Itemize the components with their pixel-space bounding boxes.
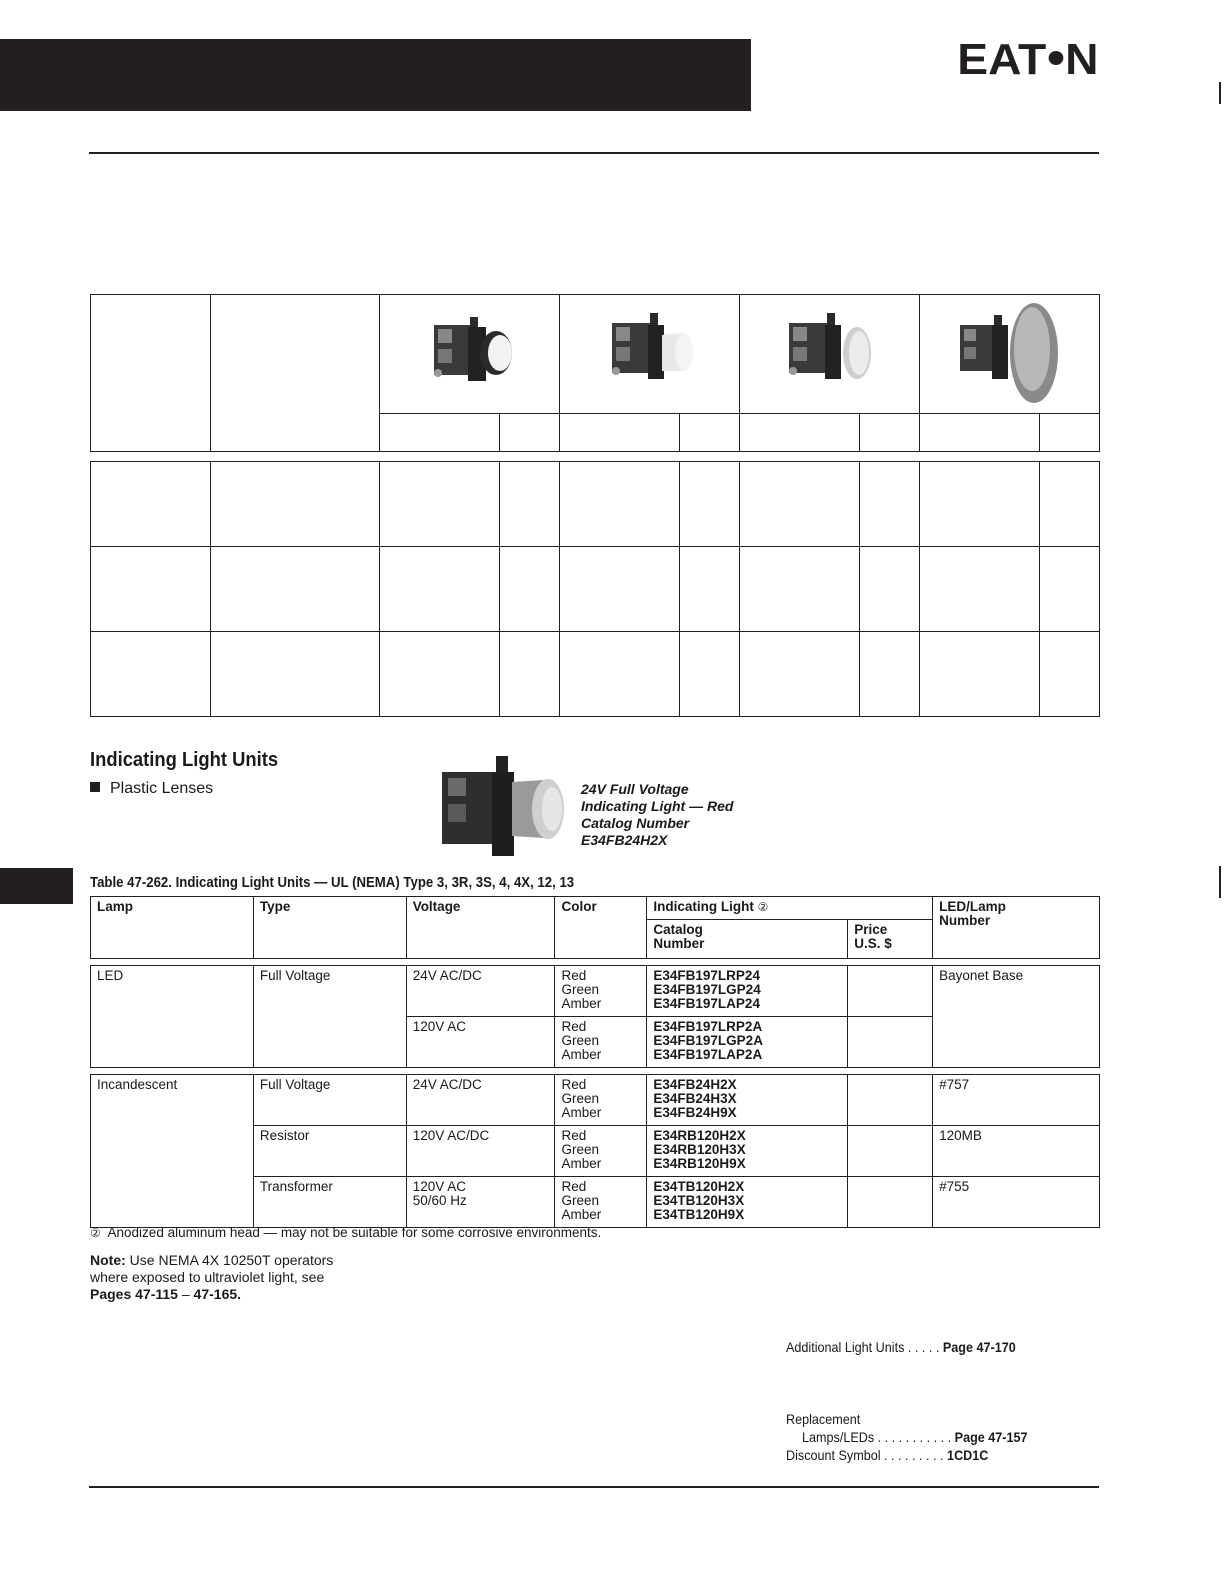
- table-cell-catalog: E34FB197LRP2A E34FB197LGP2A E34FB197LAP2A: [647, 1017, 848, 1068]
- empty-cell: [380, 632, 500, 717]
- empty-cell: [860, 547, 920, 632]
- empty-cell: [211, 295, 380, 452]
- empty-cell: [91, 547, 211, 632]
- empty-cell: [1040, 632, 1100, 717]
- table-title: Table 47-262. Indicating Light Units — UL (NEMA) Type 3, 3R, 3S, 4, 4X, 12, 13: [90, 874, 575, 891]
- page-link[interactable]: Page 47-170: [942, 1339, 1016, 1355]
- note: Note: Use NEMA 4X 10250T operators where exposed to ultraviolet light, see Pages 47-115 – 47-165.: [90, 1252, 334, 1302]
- table-cell-price: [848, 966, 933, 1017]
- empty-cell: [560, 414, 680, 452]
- table-cell-led-lamp: Bayonet Base: [933, 966, 1100, 1068]
- header-rule: [89, 152, 1099, 154]
- table-cell-color: Red Green Amber: [555, 1177, 647, 1228]
- table-cell-catalog: E34FB24H2X E34FB24H3X E34FB24H9X: [647, 1075, 848, 1126]
- mushroom-light-image: [954, 297, 1064, 407]
- table-cell-type: Transformer: [253, 1177, 406, 1228]
- table-cell-color: Red Green Amber: [555, 1017, 647, 1068]
- empty-cell: [919, 632, 1039, 717]
- indicating-light-table: [90, 896, 1100, 1228]
- empty-cell: [500, 462, 560, 547]
- empty-cell: [380, 547, 500, 632]
- header-bar: [0, 39, 751, 111]
- table-cell-price: [848, 1177, 933, 1228]
- eaton-logo: EAT N: [957, 35, 1099, 84]
- empty-cell: [1040, 462, 1100, 547]
- photo-mushroom-light: [919, 295, 1099, 414]
- xref-discount-symbol: Discount Symbol . . . . . . . . . 1CD1C: [786, 1447, 989, 1463]
- extended-light-image: [600, 307, 700, 397]
- empty-cell: [1040, 547, 1100, 632]
- table-footnote: ② Anodized aluminum head — may not be suitable for some corrosive environments.: [90, 1225, 602, 1240]
- bullet-item: Plastic Lenses: [90, 780, 213, 798]
- section-heading: Indicating Light Units: [90, 749, 279, 771]
- empty-cell: [500, 632, 560, 717]
- empty-cell: [740, 547, 860, 632]
- jumbo-light-image: [779, 307, 879, 397]
- page-link[interactable]: Page 47-157: [954, 1429, 1028, 1445]
- flush-light-image: [420, 307, 520, 397]
- xref-replacement: Replacement: [786, 1411, 861, 1427]
- indicating-light-photo: [436, 752, 576, 864]
- table-cell-voltage: 24V AC/DC: [406, 1075, 555, 1126]
- empty-grid-table: [90, 461, 1100, 717]
- table-cell-type: Resistor: [253, 1126, 406, 1177]
- empty-cell: [860, 632, 920, 717]
- header-type: Type: [253, 897, 406, 959]
- table-cell-voltage: 120V AC 50/60 Hz: [406, 1177, 555, 1228]
- header-color: Color: [555, 897, 647, 959]
- header-led-lamp: LED/Lamp Number: [933, 897, 1100, 959]
- header-voltage: Voltage: [406, 897, 555, 959]
- empty-cell: [211, 632, 380, 717]
- table-cell-led-lamp: 120MB: [933, 1126, 1100, 1177]
- empty-cell: [680, 414, 740, 452]
- table-cell-price: [848, 1017, 933, 1068]
- table-cell-voltage: 120V AC/DC: [406, 1126, 555, 1177]
- empty-cell: [91, 295, 211, 452]
- table-cell-color: Red Green Amber: [555, 966, 647, 1017]
- header-lamp: Lamp: [91, 897, 254, 959]
- empty-cell: [211, 547, 380, 632]
- photo-flush-light: [380, 295, 560, 414]
- table-cell-catalog: E34FB197LRP24 E34FB197LGP24 E34FB197LAP24: [647, 966, 848, 1017]
- table-cell-type: Full Voltage: [253, 1075, 406, 1126]
- empty-cell: [740, 632, 860, 717]
- empty-cell: [860, 414, 920, 452]
- empty-cell: [740, 462, 860, 547]
- empty-cell: [560, 547, 680, 632]
- empty-cell: [919, 547, 1039, 632]
- empty-cell: [1040, 414, 1100, 452]
- table-cell-led-lamp: #757: [933, 1075, 1100, 1126]
- empty-cell: [500, 414, 560, 452]
- empty-cell: [560, 462, 680, 547]
- xref-additional-light-units: Additional Light Units . . . . . Page 47-170: [786, 1339, 1016, 1355]
- header-catalog-number: Catalog Number: [647, 920, 848, 959]
- empty-cell: [91, 632, 211, 717]
- empty-cell: [919, 462, 1039, 547]
- empty-cell: [211, 462, 380, 547]
- table-cell-color: Red Green Amber: [555, 1126, 647, 1177]
- header-price: Price U.S. $: [848, 920, 933, 959]
- table-cell-price: [848, 1075, 933, 1126]
- empty-cell: [560, 632, 680, 717]
- square-bullet-icon: [90, 782, 100, 792]
- table-cell-lamp: LED: [91, 966, 254, 1068]
- table-cell-type: Full Voltage: [253, 966, 406, 1068]
- empty-cell: [500, 547, 560, 632]
- photo-extended-light: [560, 295, 740, 414]
- footer-rule: [89, 1486, 1099, 1488]
- logo-dot-icon: [1049, 51, 1064, 65]
- empty-cell: [380, 414, 500, 452]
- row-gap: [91, 959, 1100, 966]
- side-tab: [0, 868, 73, 904]
- row-gap: [91, 1068, 1100, 1075]
- table-cell-catalog: E34TB120H2X E34TB120H3X E34TB120H9X: [647, 1177, 848, 1228]
- empty-cell: [91, 462, 211, 547]
- page-edge-mark: [1219, 82, 1221, 104]
- empty-cell: [680, 547, 740, 632]
- operator-photo-table: [90, 294, 1100, 452]
- xref-lamps-leds: Lamps/LEDs . . . . . . . . . . . Page 47-157: [802, 1429, 1028, 1445]
- empty-cell: [860, 462, 920, 547]
- photo-caption: 24V Full Voltage Indicating Light — Red Catalog Number E34FB24H2X: [581, 781, 734, 848]
- empty-cell: [680, 632, 740, 717]
- empty-cell: [380, 462, 500, 547]
- table-cell-led-lamp: #755: [933, 1177, 1100, 1228]
- table-cell-lamp: Incandescent: [91, 1075, 254, 1228]
- empty-cell: [740, 414, 860, 452]
- header-indicating-light: Indicating Light ②: [647, 897, 933, 920]
- table-cell-voltage: 24V AC/DC: [406, 966, 555, 1017]
- table-cell-voltage: 120V AC: [406, 1017, 555, 1068]
- table-cell-price: [848, 1126, 933, 1177]
- empty-cell: [680, 462, 740, 547]
- photo-jumbo-light: [740, 295, 920, 414]
- empty-cell: [919, 414, 1039, 452]
- table-cell-catalog: E34RB120H2X E34RB120H3X E34RB120H9X: [647, 1126, 848, 1177]
- table-cell-color: Red Green Amber: [555, 1075, 647, 1126]
- page-edge-mark: [1219, 866, 1221, 898]
